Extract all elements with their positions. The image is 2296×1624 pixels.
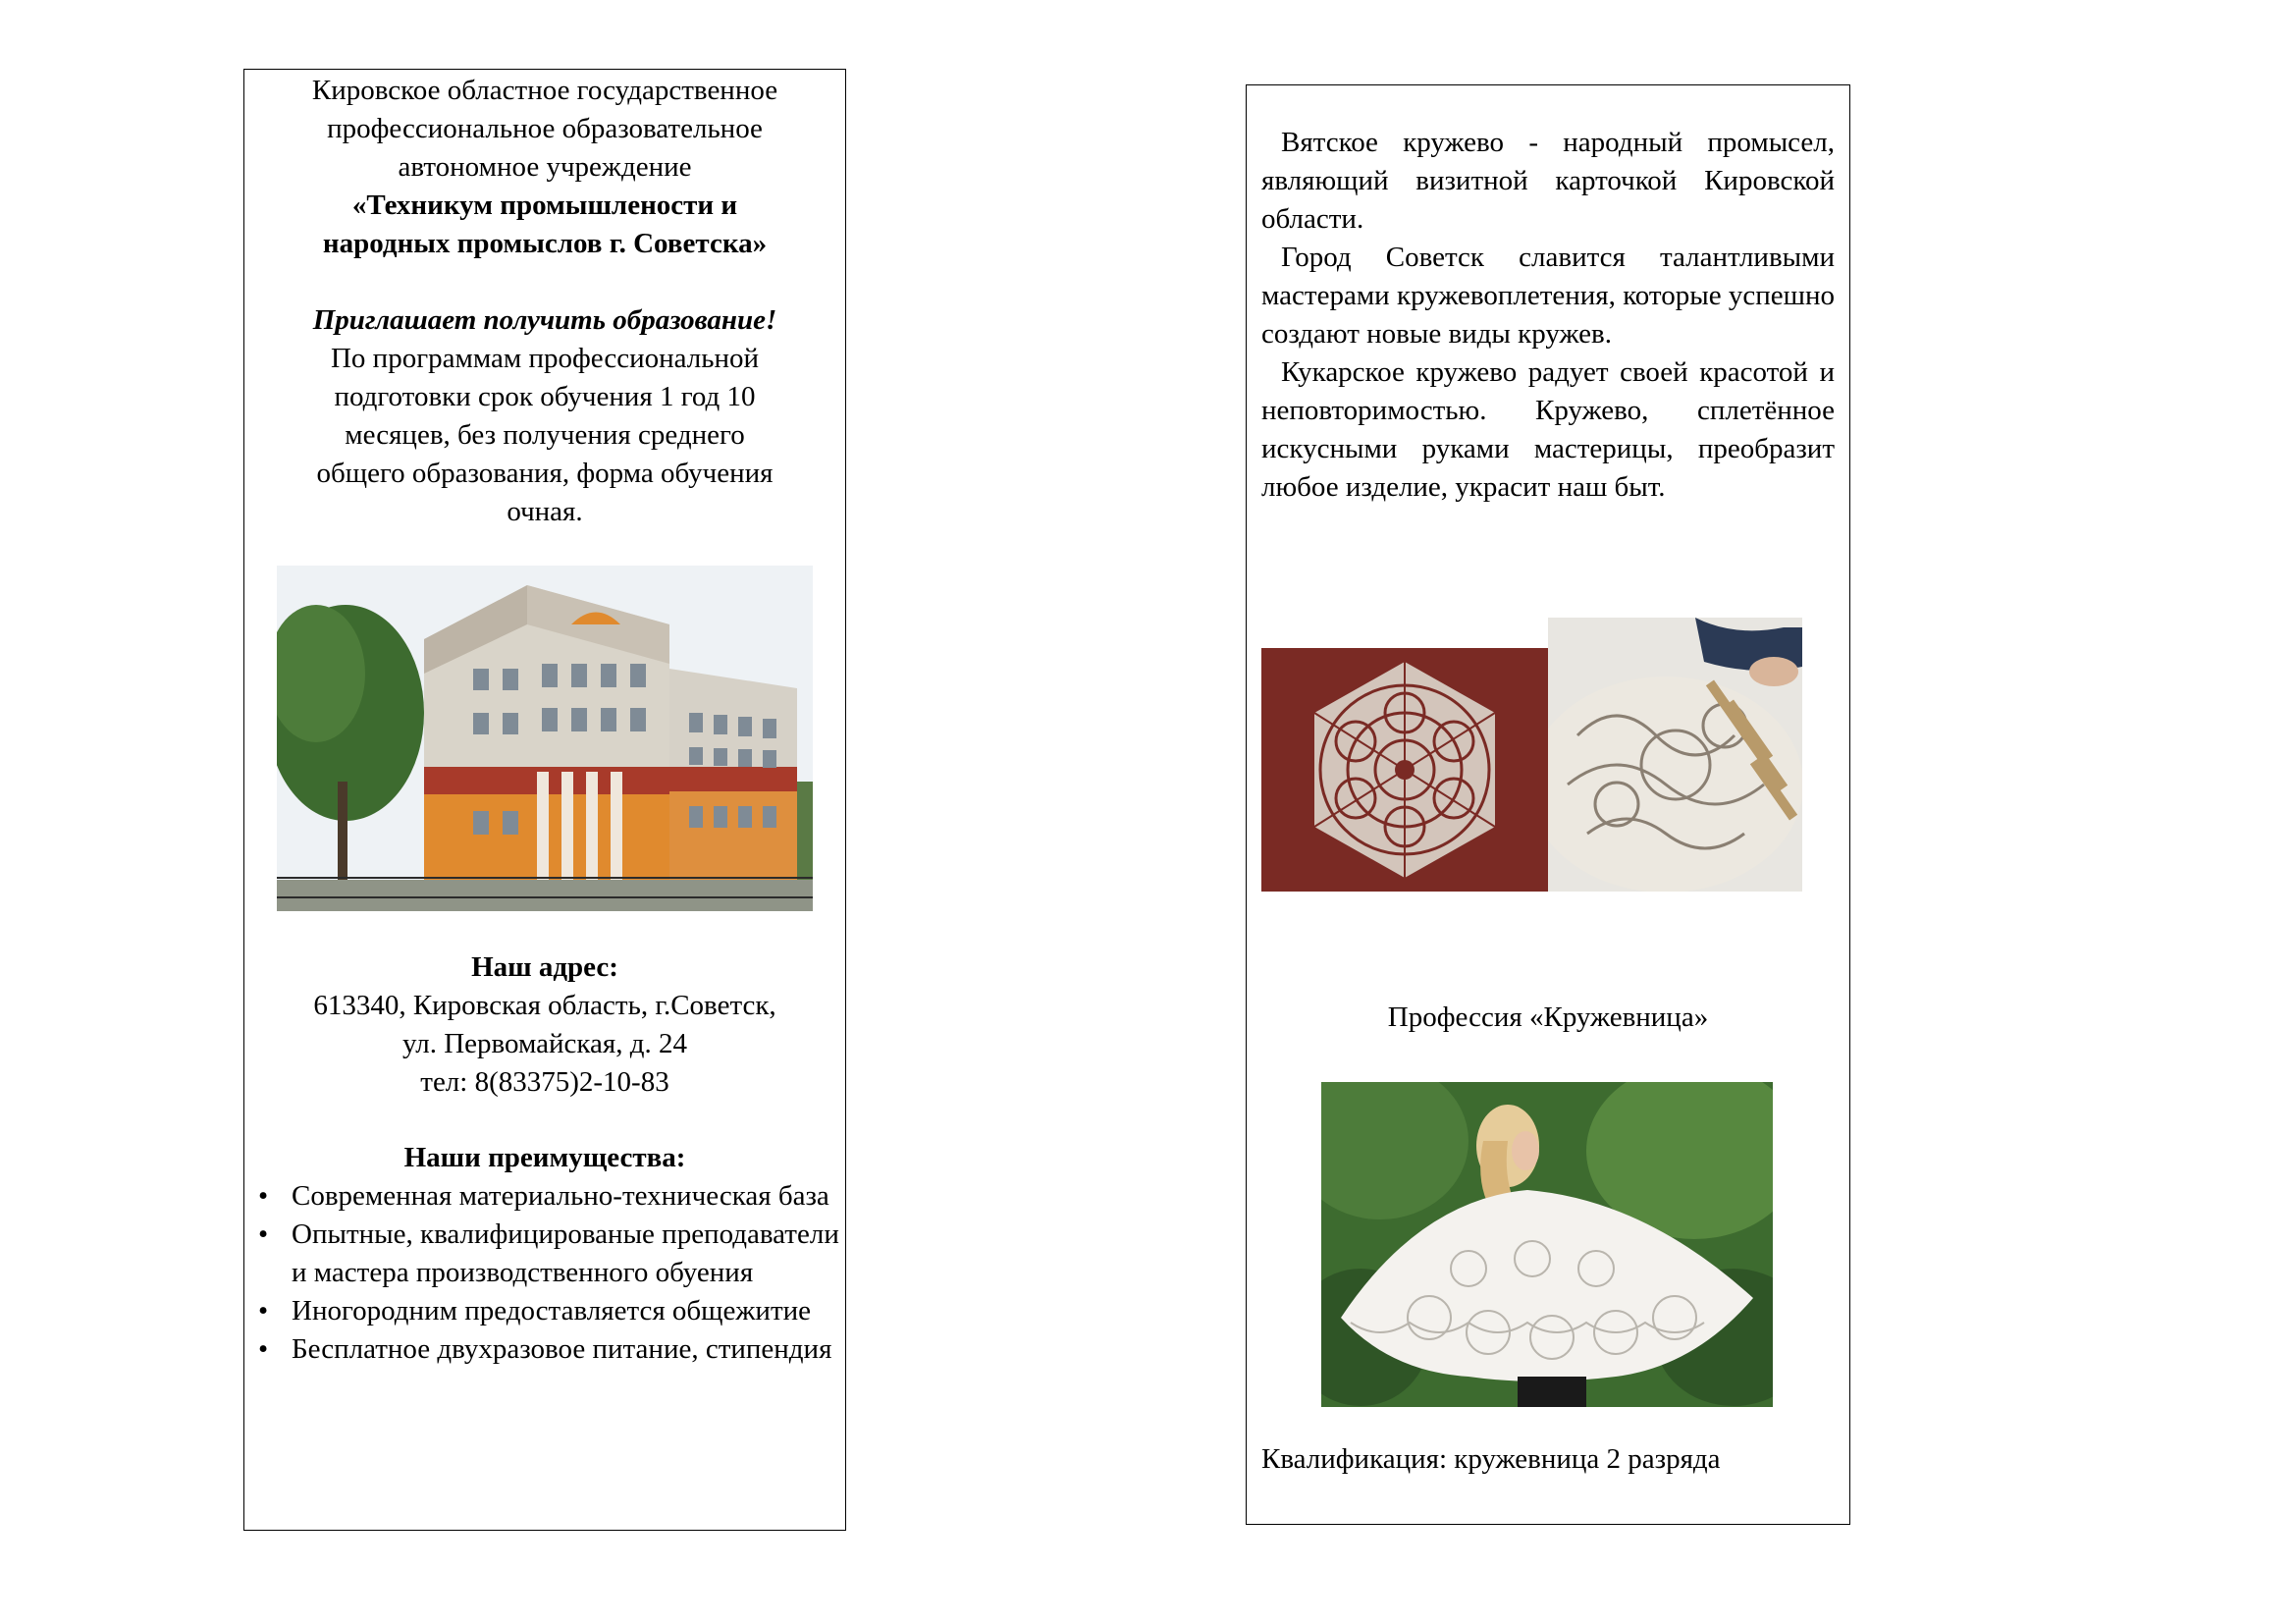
program-line: очная. bbox=[507, 496, 583, 527]
lace-description bbox=[1261, 124, 1835, 507]
phone-line: тел: 8(83375)2-10-83 bbox=[420, 1066, 669, 1098]
profession-caption: Профессия «Кружевница» bbox=[1387, 1001, 1709, 1033]
program-line: подготовки срок обучения 1 год 10 bbox=[334, 381, 756, 412]
list-item: • Опытные, квалифицированые преподаватели и мастера производственного обуения bbox=[244, 1216, 845, 1292]
shawl-photo bbox=[1321, 1082, 1773, 1407]
paragraph: Кукарское кружево радует своей красотой и неповторимостью. Кружево, сплетённое искусными руками мастерицы, преобразит любое изделие, украсит наш быт. bbox=[1261, 356, 1835, 503]
institution-line: автономное учреждение bbox=[398, 151, 692, 183]
list-item: • Бесплатное двухразовое питание, стипендия bbox=[244, 1330, 845, 1369]
right-panel bbox=[1246, 84, 1850, 1525]
institution-line: Кировское областное государственное bbox=[311, 75, 778, 106]
program-info bbox=[256, 301, 833, 531]
qualification: Квалификация: кружевница 2 разряда bbox=[1261, 1443, 1721, 1475]
advantages-heading: Наши преимущества: bbox=[403, 1142, 686, 1173]
program-line: По программам профессиональной bbox=[330, 343, 759, 374]
invite-heading: Приглашает получить образование! bbox=[312, 304, 777, 336]
left-panel bbox=[243, 69, 846, 1531]
address-heading: Наш адрес: bbox=[471, 951, 618, 983]
list-item: • Современная материально-техническая база bbox=[244, 1177, 845, 1216]
institution-header bbox=[256, 72, 833, 263]
advantages-list bbox=[244, 1177, 845, 1369]
building-photo bbox=[277, 566, 813, 911]
paragraph: Город Советск славится талантливыми мастерами кружевоплетения, которые успешно создают новые виды кружев. bbox=[1261, 242, 1835, 350]
paragraph: Вятское кружево - народный промысел, являющий визитной карточкой Кировской области. bbox=[1261, 127, 1835, 235]
school-name: народных промыслов г. Советска» bbox=[322, 228, 768, 259]
school-name: «Техникум промышлености и bbox=[351, 189, 738, 221]
address-line: 613340, Кировская область, г.Советск, bbox=[313, 990, 776, 1021]
program-line: месяцев, без получения среднего bbox=[345, 419, 745, 451]
lacemaking-photo bbox=[1548, 618, 1802, 892]
address-section bbox=[256, 948, 833, 1102]
program-line: общего образования, форма обучения bbox=[316, 458, 774, 489]
doily-photo bbox=[1261, 648, 1548, 892]
list-item: • Иногородним предоставляется общежитие bbox=[244, 1292, 845, 1330]
institution-line: профессиональное образовательное bbox=[327, 113, 763, 144]
address-line: ул. Первомайская, д. 24 bbox=[402, 1028, 687, 1059]
